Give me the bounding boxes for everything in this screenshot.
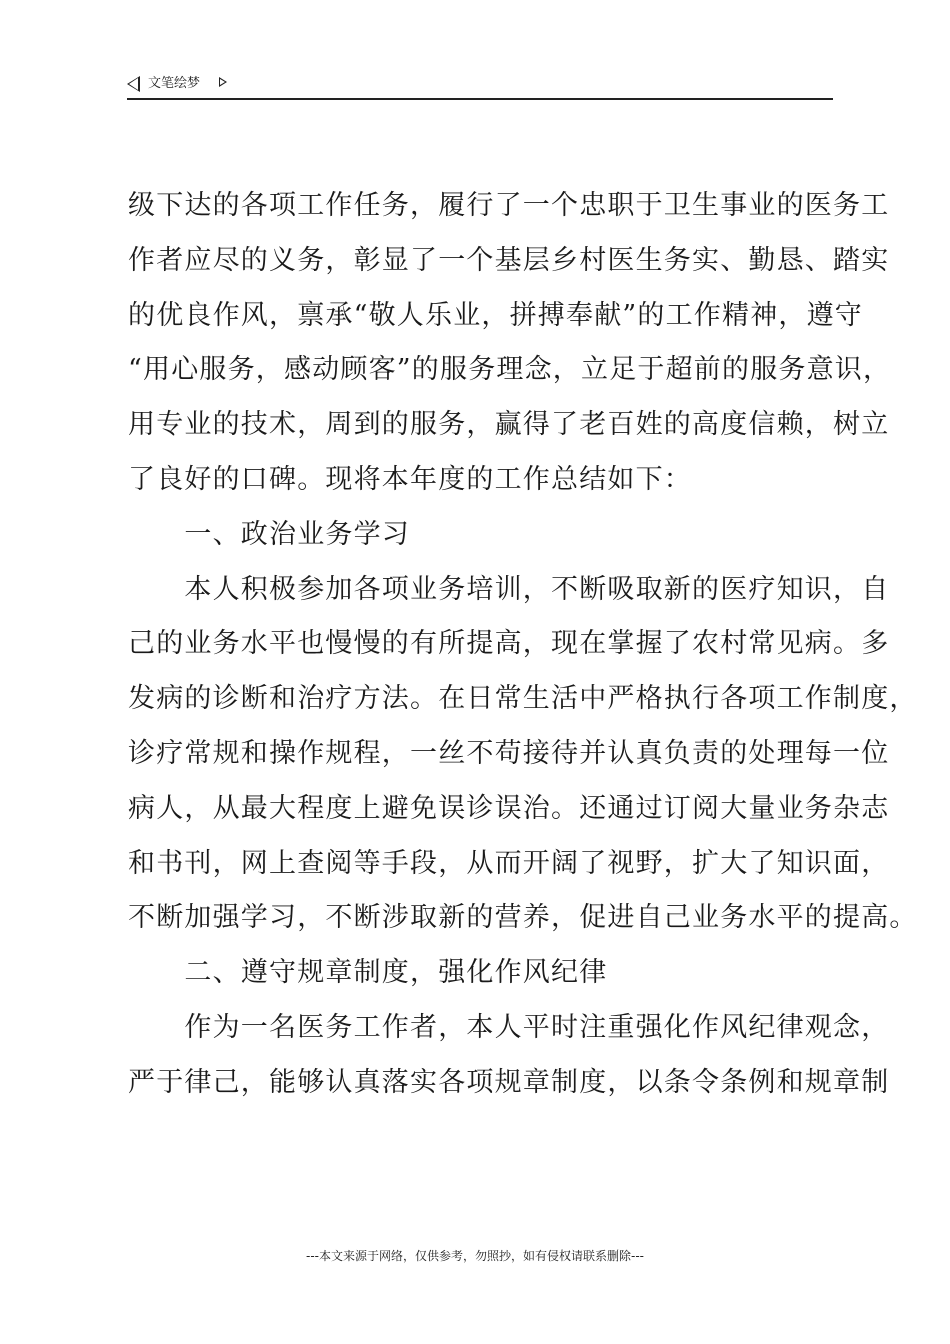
text-line: 级下达的各项工作任务，履行了一个忠职于卫生事业的医务工: [128, 190, 890, 221]
section-heading-2: 二、遵守规章制度，强化作风纪律: [128, 957, 608, 989]
text-line: 己的业务水平也慢慢的有所提高，现在掌握了农村常见病。多: [128, 628, 890, 660]
text-line: 不断加强学习，不断涉取新的营养，促进自己业务水平的提高。: [128, 902, 918, 934]
header-brand: 文笔绘梦: [148, 76, 201, 91]
text-line: 本人积极参加各项业务培训，不断吸取新的医疗知识，自: [128, 573, 890, 605]
text-line: 病人，从最大程度上避免误诊误治。还通过订阅大量业务杂志: [128, 792, 890, 824]
text-line: 作为一名医务工作者，本人平时注重强化作风纪律观念，: [128, 1011, 890, 1043]
right-triangle-icon: [219, 77, 227, 87]
text-line: 用专业的技术，周到的服务，赢得了老百姓的高度信赖，树立: [128, 409, 890, 441]
text-line: “用心服务，感动顾客”的服务理念，立足于超前的服务意识，: [128, 354, 892, 386]
page-footer-disclaimer: ---本文来源于网络，仅供参考，勿照抄，如有侵权请联系删除---: [306, 1249, 644, 1263]
document-body: [128, 186, 918, 1118]
text-line: 诊疗常规和操作规程，一丝不苟接待并认真负责的处理每一位: [128, 737, 890, 769]
left-triangle-icon: [127, 76, 140, 92]
text-line: 的优良作风，禀承“敬人乐业，拼搏奉献”的工作精神，遵守: [128, 299, 864, 331]
text-line: 和书刊，网上查阅等手段，从而开阔了视野，扩大了知识面，: [128, 847, 890, 879]
text-line: 严于律己，能够认真落实各项规章制度，以条令条例和规章制: [128, 1066, 890, 1098]
section-heading-1: 一、政治业务学习: [128, 518, 410, 550]
page-header: [127, 74, 833, 100]
text-line: 了良好的口碑。现将本年度的工作总结如下：: [128, 463, 692, 495]
text-line: 作者应尽的义务，彰显了一个基层乡村医生务实、勤恳、踏实: [128, 244, 890, 276]
text-line: 发病的诊断和治疗方法。在日常生活中严格执行各项工作制度，: [128, 683, 918, 715]
